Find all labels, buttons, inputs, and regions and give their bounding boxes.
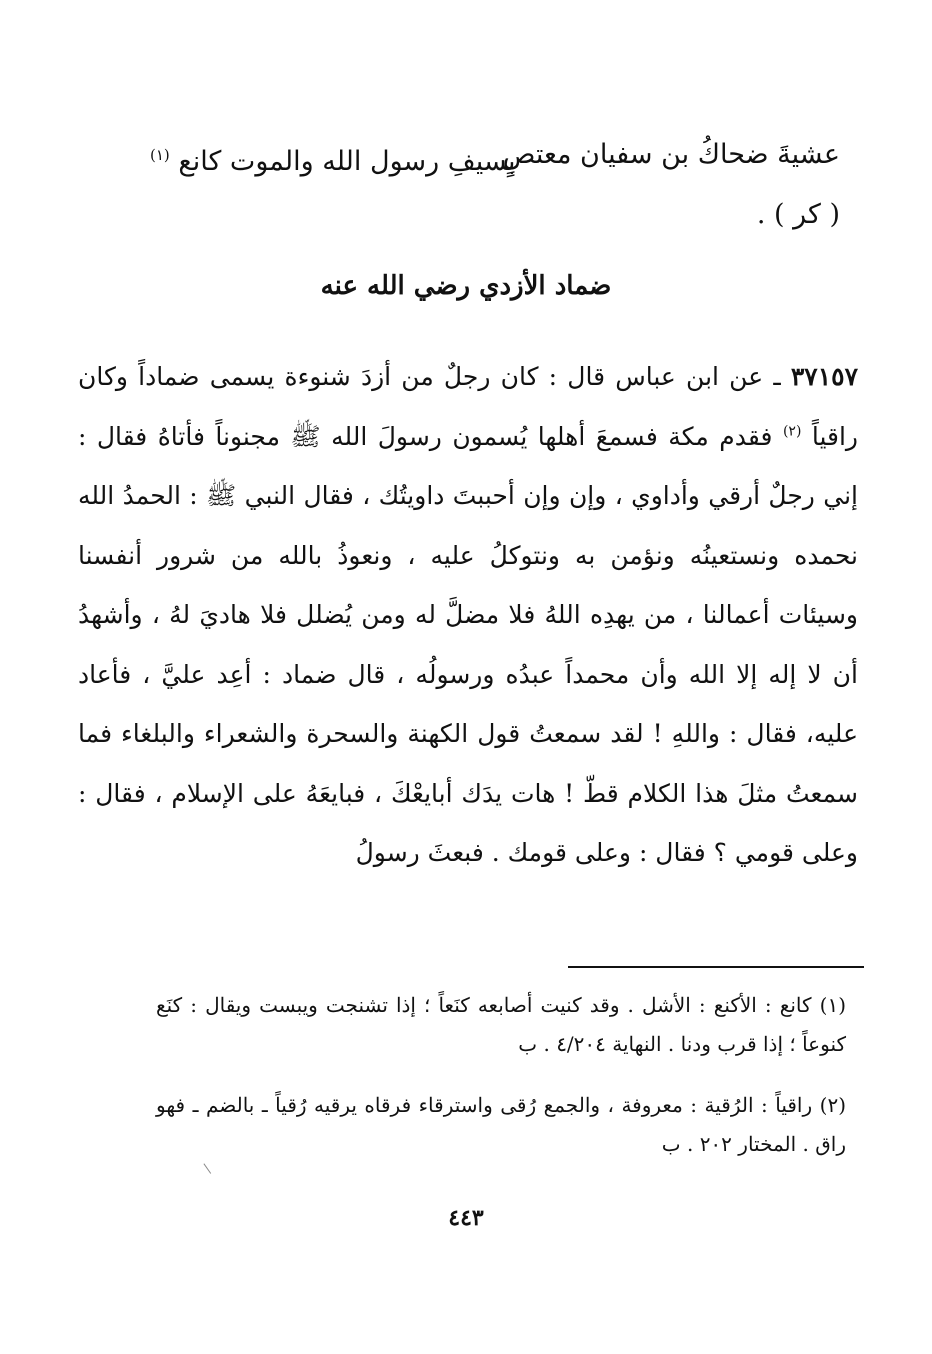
verse-second-hemistich: بسيفِ رسول الله والموت كانع $^{(١)}$ — [150, 146, 516, 177]
footnote-1-marker: (١) — [819, 993, 847, 1017]
footnote-1-text: كانع : الأكنع : الأشل . وقد كنيت أصابعه كنَعاً ؛ إذا تشنجت ويبست ويقال : كنَع كنوعاً ؛ إذا قرب ودنا . النهاية ٤/٢٠٤ . ب — [156, 993, 846, 1056]
verse-footnote-marker: (١) — [150, 146, 170, 164]
footnote-2-marker: (٢) — [819, 1093, 846, 1117]
section-title: ضماد الأزدي رضي الله عنه — [320, 271, 612, 301]
hadith-text-part2: فقدم مكة فسمعَ أهلها يُسمون رسولَ الله ﷺ مجنوناً فأتاهُ فقال : إني رجلٌ أرقي وأداوي ، وإن وإن أحببتَ داويتُك ، فقال النبي ﷺ : الحمدُ الله نحمده ونستعينُه ونؤمن به ونتوكلُ عليه ، ونعوذُ بالله من شرور أنفسنا وسيئات أعمالنا ، من يهدِه اللهُ فلا مضلَّ له ومن يُضلل فلا هاديَ لهُ ، وأشهدُ أن لا إله إلا الله وأن محمداً عبدُه ورسولُه ، قال ضماد : أعِد عليَّ ، فأعاد عليه، فقال : واللهِ ! لقد سمعتُ قول الكهنة والسحرة والشعراء والبلغاء فما سمعتُ مثلَ هذا الكلام قطّ ! هات يدَك أبايعْكَ ، فبايعَهُ على الإسلام ، فقال : وعلى قومي ؟ فقال : وعلى قومك . فبعثَ رسولُ — [78, 421, 858, 867]
hadith-footnote-marker: (٢) — [782, 423, 802, 440]
verse-first-hemistich: عشيةَ ضحاكُ بن سفيان معتصٍ — [502, 139, 840, 170]
footnote-2 — [156, 1086, 846, 1164]
footnote-separator — [568, 966, 864, 968]
page-number: ٤٤٣ — [448, 1205, 484, 1231]
footnote-1 — [156, 986, 846, 1064]
hadith-text-part1: ـ عن ابن عباس قال : كان رجلٌ من أزدَ شنوءة يسمى ضماداً وكان راقياً — [78, 362, 858, 451]
hadith-paragraph — [78, 347, 858, 883]
hadith-number: ٣٧١٥٧ — [790, 362, 858, 391]
verse-source-reference: ( كر ) . — [756, 199, 840, 230]
poetry-verse — [150, 128, 840, 182]
footnote-2-text: راقياً : الرُقية : معروفة ، والجمع رُقى واسترقاء فرقاه يرقيه رُقياً ـ بالضم ـ فهو راق . المختار ٢٠٢ . ب — [156, 1093, 846, 1156]
